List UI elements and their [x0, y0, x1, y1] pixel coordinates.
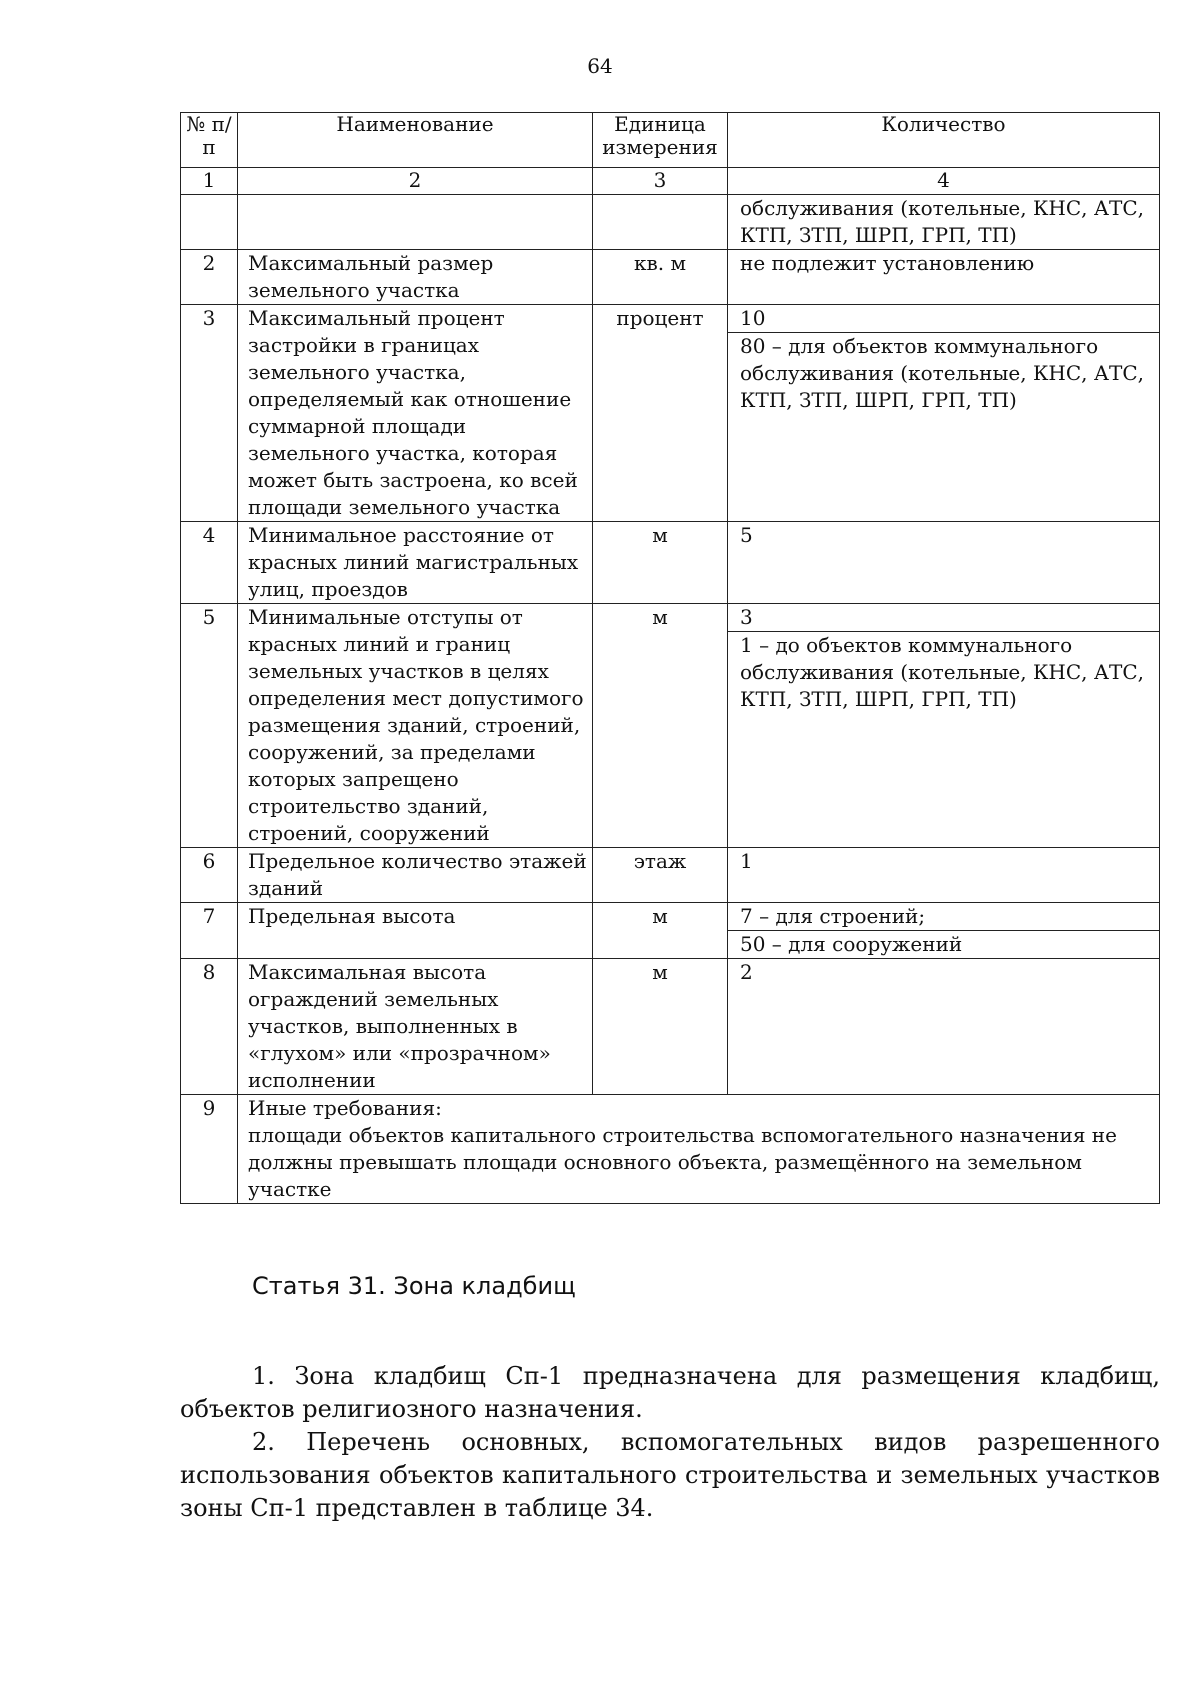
page-number: 64 — [587, 54, 613, 78]
table-row — [181, 959, 1160, 1095]
table-row-other-requirements — [181, 1095, 1160, 1204]
table-header-row — [181, 113, 1160, 168]
continuation-qty: обслуживания (котельные, КНС, АТС, КТП, ЗТП, ШРП, ГРП, ТП) — [728, 195, 1160, 250]
row-num: 4 — [181, 522, 238, 604]
qty-line: 1 – до объектов коммунального обслуживания (котельные, КНС, АТС, КТП, ЗТП, ШРП, ГРП, ТП) — [740, 633, 1145, 711]
table-row — [181, 848, 1160, 903]
header-num: № п/п — [181, 113, 238, 168]
row-name: Предельная высота — [238, 903, 593, 959]
header-unit: Единица измерения — [593, 113, 728, 168]
header-name: Наименование — [238, 113, 593, 168]
row-qty — [728, 903, 1160, 959]
table-row — [181, 522, 1160, 604]
row-num: 9 — [181, 1095, 238, 1204]
row-name: Максимальный процент застройки в границах земельного участка, определяемый как отношение суммарной площади земельного участка, которая может быть застроена, ко всей площади земельного участка — [238, 305, 593, 522]
table-row — [181, 604, 1160, 848]
row-unit: кв. м — [593, 250, 728, 305]
row-name: Максимальная высота ограждений земельных участков, выполненных в «глухом» или «прозрачном» исполнении — [238, 959, 593, 1095]
row-qty — [728, 305, 1160, 522]
row-unit: этаж — [593, 848, 728, 903]
row-num: 6 — [181, 848, 238, 903]
index-cell: 4 — [728, 168, 1160, 195]
row-name: Предельное количество этажей зданий — [238, 848, 593, 903]
row-name: Минимальные отступы от красных линий и границ земельных участков в целях определения мест допустимого размещения зданий, строений, сооружений, за пределами которых запрещено строительство зданий, строений, сооружений — [238, 604, 593, 848]
row-name: Минимальное расстояние от красных линий магистральных улиц, проездов — [238, 522, 593, 604]
row-unit: м — [593, 604, 728, 848]
row-unit: м — [593, 522, 728, 604]
row-unit: м — [593, 959, 728, 1095]
parameters-table — [180, 112, 1160, 1204]
header-qty: Количество — [728, 113, 1160, 168]
qty-line: 50 – для сооружений — [740, 932, 963, 956]
qty-line: 80 – для объектов коммунального обслуживания (котельные, КНС, АТС, КТП, ЗТП, ШРП, ГРП, ТП) — [740, 334, 1145, 412]
table-row — [181, 250, 1160, 305]
other-requirements-label: Иные требования: — [248, 1096, 442, 1120]
row-qty: 2 — [728, 959, 1160, 1095]
column-index-row — [181, 168, 1160, 195]
qty-line: 7 – для строений; — [728, 903, 1159, 931]
index-cell: 3 — [593, 168, 728, 195]
row-name: Максимальный размер земельного участка — [238, 250, 593, 305]
article-title: Статья 31. Зона кладбищ — [252, 1272, 576, 1300]
row-qty: не подлежит установлению — [728, 250, 1160, 305]
qty-line: 3 — [728, 604, 1159, 632]
index-cell: 2 — [238, 168, 593, 195]
other-requirements-text: площади объектов капитального строительства вспомогательного назначения не должны превышать площади основного объекта, размещённого на земельном участке — [248, 1123, 1117, 1201]
row-qty: 1 — [728, 848, 1160, 903]
row-qty — [728, 604, 1160, 848]
row-num: 5 — [181, 604, 238, 848]
paragraph: 1. Зона кладбищ Сп-1 предназначена для размещения кладбищ, объектов религиозного назначения. — [180, 1362, 1160, 1423]
paragraph: 2. Перечень основных, вспомогательных видов разрешенного использования объектов капитального строительства и земельных участков зоны Сп-1 представлен в таблице 34. — [180, 1428, 1160, 1522]
row-qty: 5 — [728, 522, 1160, 604]
row-unit: м — [593, 903, 728, 959]
row-num: 7 — [181, 903, 238, 959]
table-row — [181, 305, 1160, 522]
other-requirements — [238, 1095, 1160, 1204]
index-cell: 1 — [181, 168, 238, 195]
table-row — [181, 195, 1160, 250]
row-unit: процент — [593, 305, 728, 522]
table-row — [181, 903, 1160, 959]
qty-line: 10 — [728, 305, 1159, 333]
row-num: 2 — [181, 250, 238, 305]
row-num: 8 — [181, 959, 238, 1095]
row-num: 3 — [181, 305, 238, 522]
